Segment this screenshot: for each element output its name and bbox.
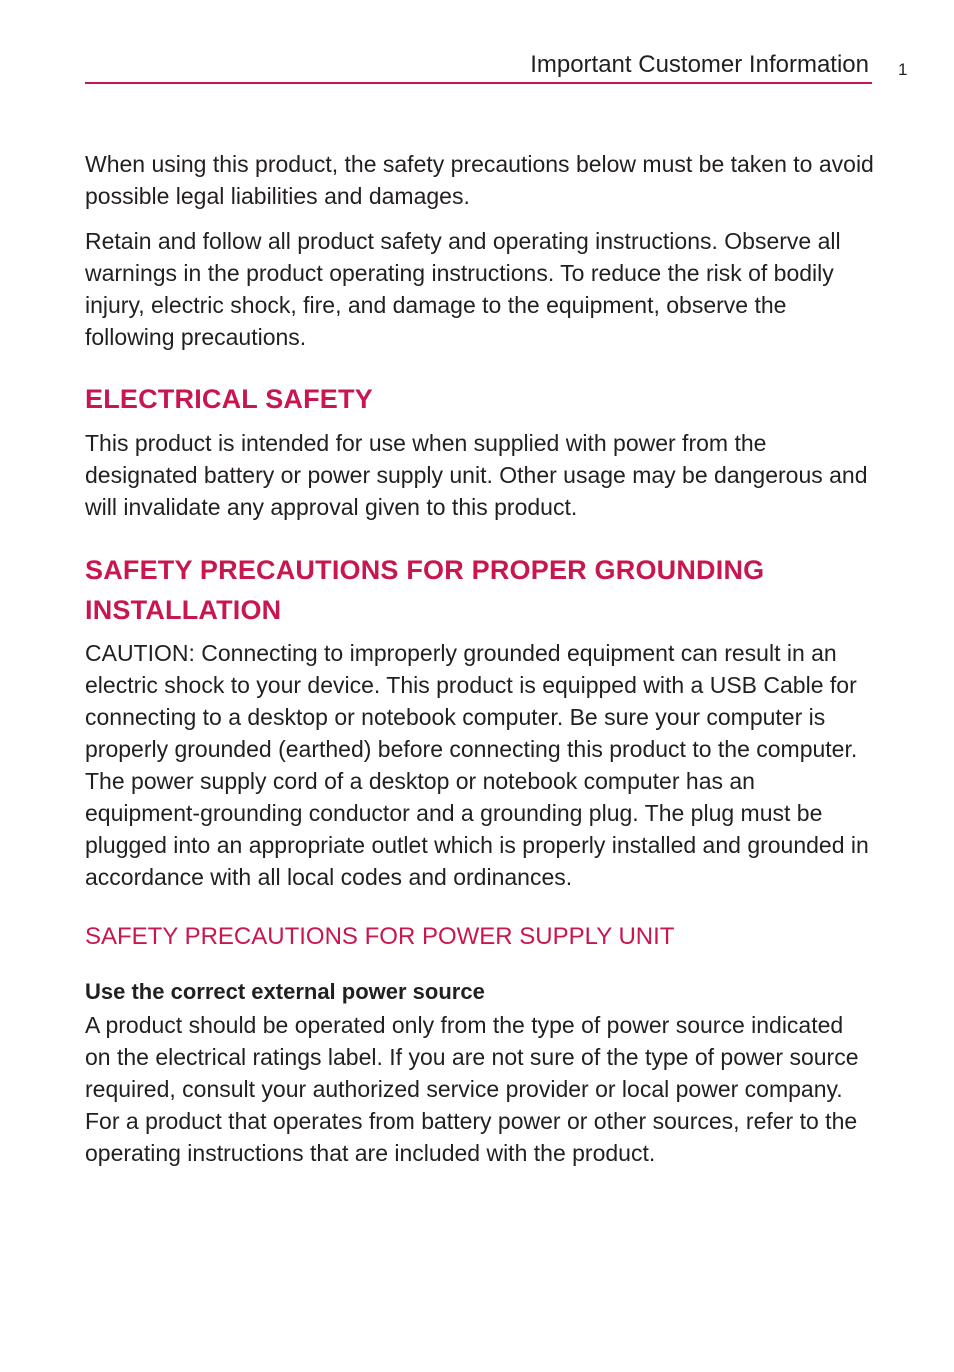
- power-supply-subheading: Use the correct external power source: [85, 979, 485, 1004]
- page-content: [85, 148, 875, 1169]
- grounding-heading: SAFETY PRECAUTIONS FOR PROPER GROUNDING INSTALLATION: [85, 555, 765, 625]
- power-supply-heading: SAFETY PRECAUTIONS FOR POWER SUPPLY UNIT: [85, 923, 675, 950]
- running-header: [85, 50, 872, 84]
- page-number: 1: [898, 60, 908, 79]
- grounding-body: CAUTION: Connecting to improperly grounded equipment can result in an electric shock to your device. This product is equipped with a USB Cable for connecting to a desktop or notebook computer. Be sure your computer is properly grounded (earthed) before connecting this product to the computer. The power supply cord of a desktop or notebook computer has an equipment-grounding conductor and a grounding plug. The plug must be plugged into an appropriate outlet which is properly installed and grounded in accordance with all local codes and ordinances.: [85, 640, 869, 890]
- power-supply-body: A product should be operated only from the type of power source indicated on the electrical ratings label. If you are not sure of the type of power source required, consult your authorized service provider or local power company. For a product that operates from battery power or other sources, refer to the operating instructions that are included with the product.: [85, 1012, 859, 1166]
- electrical-safety-heading: ELECTRICAL SAFETY: [85, 384, 373, 414]
- intro-paragraph-1: When using this product, the safety precautions below must be taken to avoid possible legal liabilities and damages.: [85, 151, 874, 209]
- intro-paragraph-2: Retain and follow all product safety and operating instructions. Observe all warnings in the product operating instructions. To reduce the risk of bodily injury, electric shock, fire, and damage to the equipment, observe the following precautions.: [85, 228, 841, 350]
- header-title: Important Customer Information: [530, 51, 869, 78]
- electrical-safety-body: This product is intended for use when supplied with power from the designated battery or power supply unit. Other usage may be dangerous and will invalidate any approval given to this product.: [85, 430, 868, 520]
